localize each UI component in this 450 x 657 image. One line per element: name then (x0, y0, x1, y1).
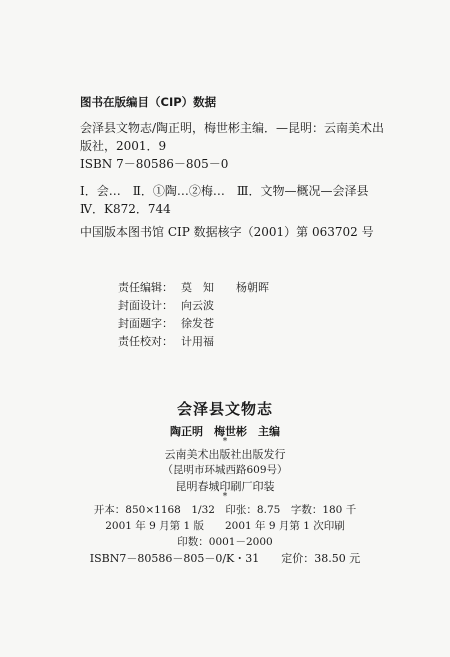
print-run: 印数：0001－2000 (177, 536, 273, 548)
staff-role: 责任校对： (118, 335, 173, 348)
separator-star: * (222, 437, 228, 447)
edition-info: 2001 年 9 月第 1 版 2001 年 9 月第 1 次印刷 (105, 520, 345, 532)
printer: 昆明春城印刷厂印装 (175, 480, 275, 493)
cip-classification: Ⅰ．会… Ⅱ．①陶…②梅… Ⅲ．文物—概况—会泽县 (80, 184, 369, 198)
staff-role: 责任编辑： (118, 281, 173, 294)
staff-name: 向云波 (181, 299, 214, 312)
cip-isbn: ISBN 7－80586－805－0 (80, 157, 229, 171)
cip-classification-number: Ⅳ．K872．744 (80, 202, 171, 216)
staff-name: 计用福 (181, 335, 214, 348)
staff-name: 徐发苍 (181, 317, 214, 330)
staff-cover-calligraphy (118, 315, 214, 331)
cip-data-number: 中国版本图书馆 CIP 数据核字（2001）第 063702 号 (80, 225, 374, 239)
book-specs: 开本：850×1168 1/32 印张：8.75 字数：180 千 (93, 504, 357, 516)
book-title: 会泽县文物志 (176, 400, 273, 418)
cip-publisher-line: 版社，2001．9 (80, 139, 167, 153)
book-authors: 陶正明 梅世彬 主编 (170, 425, 280, 438)
isbn-and-price: ISBN7－80586－805－0/K・31 定价：38.50 元 (89, 552, 361, 565)
separator-star: * (222, 492, 228, 502)
staff-role: 封面设计： (118, 299, 173, 312)
publisher-address: （昆明市环城西路609号） (162, 464, 288, 476)
cip-title-line: 会泽县文物志/陶正明，梅世彬主编．—昆明：云南美术出 (80, 121, 385, 135)
cip-heading: 图书在版编目（CIP）数据 (80, 95, 217, 109)
staff-proofreader (118, 333, 214, 349)
staff-editor (118, 279, 269, 295)
staff-name: 莫 知 杨朝晖 (181, 281, 269, 294)
staff-role: 封面题字： (118, 317, 173, 330)
staff-cover-design (118, 297, 214, 313)
publisher: 云南美术出版社出版发行 (164, 448, 286, 461)
